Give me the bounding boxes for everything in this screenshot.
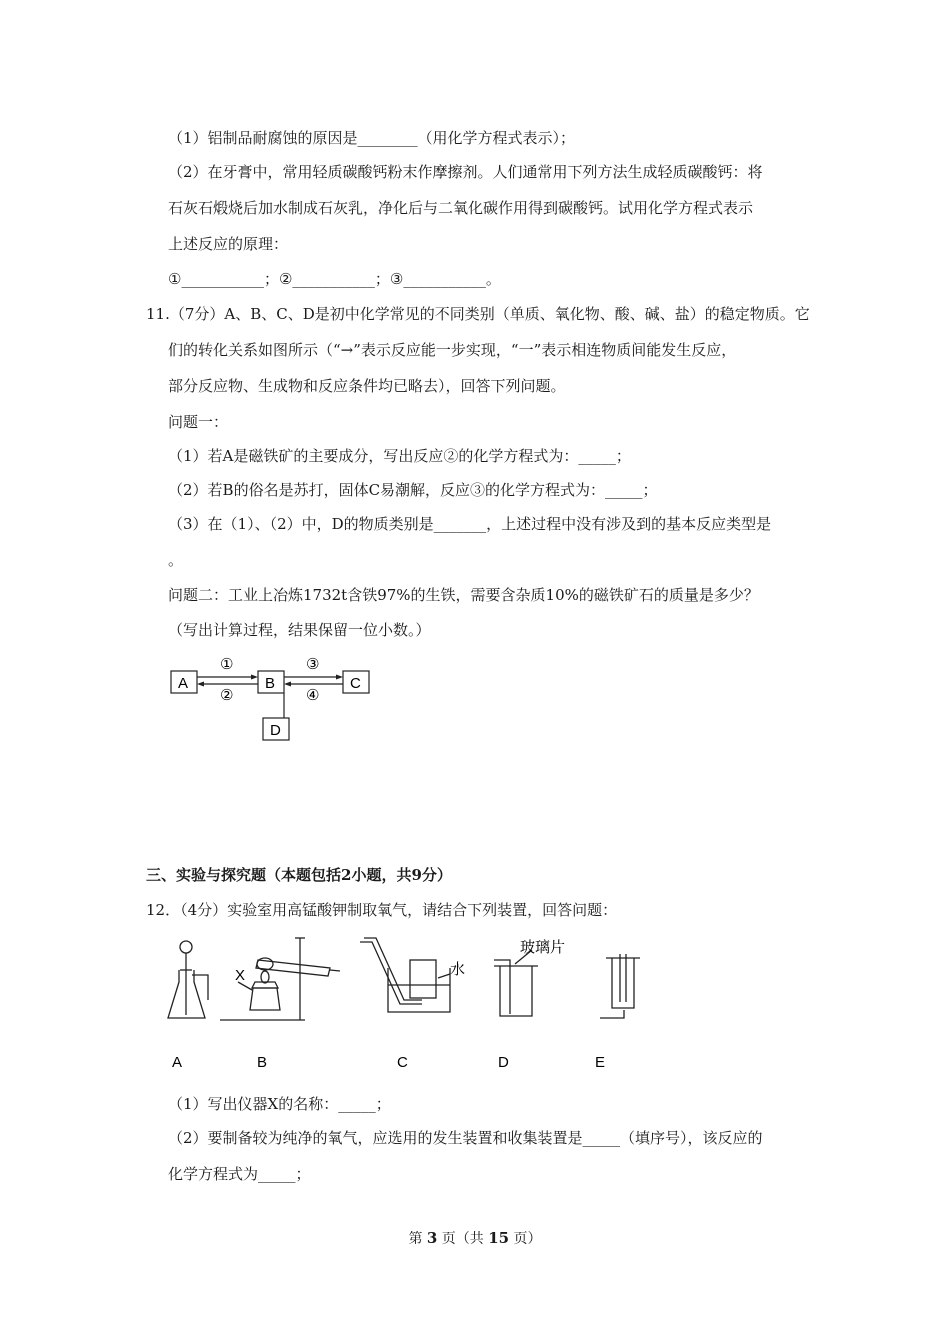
apparatus-figure <box>160 930 660 1075</box>
q11-line-6: （2）若B的俗名是苏打，固体C易潮解，反应③的化学方程式为：_____； <box>168 481 658 499</box>
q11-line-8: 。 <box>168 551 184 569</box>
page-footer <box>0 1228 950 1248</box>
instrument-x-label: X <box>235 967 246 984</box>
footer-page-number: 3 <box>426 1229 438 1247</box>
q10-line-2: （2）在牙膏中，常用轻质碳酸钙粉末作摩擦剂。人们通常用下列方法生成轻质碳酸钙：将 <box>168 163 763 181</box>
apparatus-e <box>600 954 640 1018</box>
q12-line-4: 化学方程式为_____； <box>168 1165 311 1183</box>
apparatus-b-label: B <box>257 1054 268 1071</box>
box-a-label: A <box>178 675 189 692</box>
arrowhead-1 <box>251 675 258 680</box>
box-d-label: D <box>270 722 281 739</box>
q10-line-3: 石灰石煅烧后加水制成石灰乳，净化后与二氧化碳作用得到碳酸钙。试用化学方程式表示 <box>168 199 754 217</box>
section-3-title: 三、实验与探究题（本题包括2小题，共9分） <box>146 866 452 884</box>
footer-middle: 页（共 <box>437 1231 489 1247</box>
q11-line-4: 问题一： <box>168 413 229 431</box>
footer-prefix: 第 <box>408 1231 427 1247</box>
box-b-label: B <box>265 675 276 692</box>
reaction-2-label: ② <box>220 687 234 704</box>
apparatus-e-label: E <box>595 1054 606 1071</box>
reaction-3-label: ③ <box>306 656 320 673</box>
q10-line-5: ①___________；②___________；③___________。 <box>168 270 501 288</box>
q12-line-3: （2）要制备较为纯净的氧气，应选用的发生装置和收集装置是_____（填序号），该反应的 <box>168 1129 763 1147</box>
apparatus-d <box>494 950 538 1016</box>
reaction-1-label: ① <box>220 656 234 673</box>
reaction-4-label: ④ <box>306 687 320 704</box>
apparatus-c-label: C <box>397 1054 408 1071</box>
arrowhead-4 <box>284 682 291 687</box>
q11-line-5: （1）若A是磁铁矿的主要成分，写出反应②的化学方程式为：_____； <box>168 447 631 465</box>
glass-plate-label: 玻璃片 <box>520 939 566 956</box>
box-c-label: C <box>350 675 361 692</box>
q11-line-3: 部分反应物、生成物和反应条件均已略去），回答下列问题。 <box>168 377 566 395</box>
water-label: 水 <box>450 961 466 978</box>
q12-line-2: （1）写出仪器X的名称：_____； <box>168 1095 391 1113</box>
q11-line-1: 11.（7分）A、B、C、D是初中化学常见的不同类别（单质、氧化物、酸、碱、盐）的稳定物质。它 <box>146 305 810 323</box>
q12-line-1: 12．（4分）实验室用高锰酸钾制取氧气，请结合下列装置，回答问题： <box>146 901 618 919</box>
q11-line-10: （写出计算过程，结果保留一位小数。） <box>168 621 431 639</box>
arrowhead-3 <box>336 675 343 680</box>
q10-line-4: 上述反应的原理： <box>168 235 289 253</box>
q11-line-2: 们的转化关系如图所示（“→”表示反应能一步实现，“一”表示相连物质间能发生反应， <box>168 341 737 359</box>
footer-total-pages: 15 <box>488 1229 510 1247</box>
q11-line-7: （3）在（1）、（2）中，D的物质类别是_______，上述过程中没有涉及到的基本反应类型是 <box>168 515 772 533</box>
apparatus-c <box>360 938 450 1012</box>
apparatus-a <box>168 941 208 1018</box>
apparatus-d-label: D <box>498 1054 509 1071</box>
footer-suffix: 页） <box>509 1231 542 1247</box>
q11-line-9: 问题二：工业上冶炼1732t含铁97%的生铁，需要含杂质10%的磁铁矿石的质量是多少？ <box>168 586 759 604</box>
apparatus-a-label: A <box>172 1054 183 1071</box>
q10-line-1: （1）铝制品耐腐蚀的原因是________（用化学方程式表示）； <box>168 129 576 147</box>
conversion-diagram <box>160 650 390 750</box>
arrowhead-2 <box>197 682 204 687</box>
